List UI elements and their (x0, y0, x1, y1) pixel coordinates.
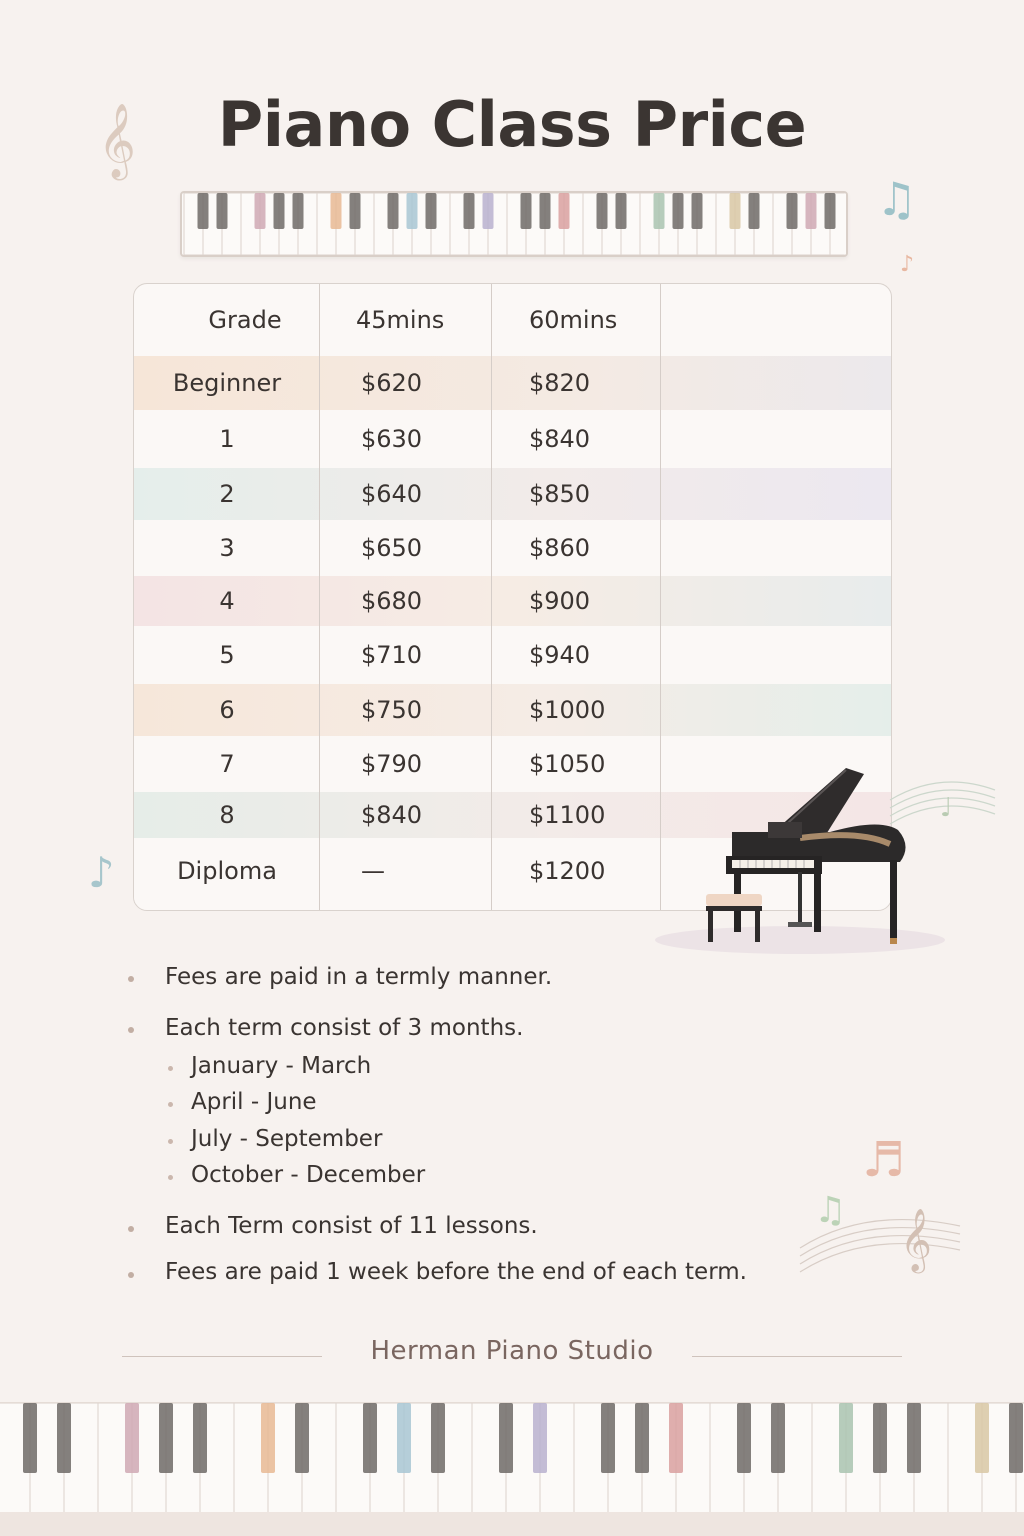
note-lessons: Each Term consist of 11 lessons. (165, 1213, 538, 1239)
price-60-cell: $1100 (529, 801, 606, 829)
black-key (692, 193, 703, 229)
black-key (787, 193, 798, 229)
black-key (673, 193, 684, 229)
price-45-cell: $750 (361, 696, 423, 724)
black-key (540, 193, 551, 229)
black-key (125, 1403, 139, 1473)
black-key (397, 1403, 411, 1473)
header-grade: Grade (208, 306, 282, 334)
black-key (730, 193, 741, 229)
keyboard-top-decoration (180, 191, 848, 257)
bullet-dot (128, 1272, 134, 1278)
black-key (975, 1403, 989, 1473)
black-key (193, 1403, 207, 1473)
black-key (635, 1403, 649, 1473)
sub-bullet-dot (168, 1102, 173, 1107)
keyboard-bottom-keys (0, 1403, 1024, 1513)
grade-cell: 7 (219, 750, 235, 778)
black-key (198, 193, 209, 229)
grade-cell: 3 (219, 534, 235, 562)
grade-cell: 2 (219, 480, 235, 508)
black-key (431, 1403, 445, 1473)
price-45-cell: $620 (361, 369, 423, 397)
black-key (407, 193, 418, 229)
beamed-note-icon: ♫ (876, 172, 918, 226)
black-key (559, 193, 570, 229)
price-60-cell: $820 (529, 369, 591, 397)
beamed-note-icon: ♬ (862, 1132, 906, 1188)
black-key (464, 193, 475, 229)
black-key (295, 1403, 309, 1473)
eighth-note-icon: ♪ (900, 252, 915, 277)
black-key (533, 1403, 547, 1473)
black-key (825, 193, 836, 229)
page-title: Piano Class Price (217, 88, 807, 161)
black-key (737, 1403, 751, 1473)
beamed-note-icon: ♫ (814, 1190, 847, 1231)
black-key (388, 193, 399, 229)
column-divider (491, 284, 492, 910)
price-60-cell: $1050 (529, 750, 606, 778)
sub-bullet-dot (168, 1066, 173, 1071)
note-payment-deadline: Fees are paid 1 week before the end of each term. (165, 1259, 747, 1285)
table-row (134, 626, 891, 684)
black-key (873, 1403, 887, 1473)
note-term-months: Each term consist of 3 months. (165, 1015, 524, 1041)
note-fees-termly: Fees are paid in a termly manner. (165, 964, 553, 990)
grade-cell: 6 (219, 696, 235, 724)
bullet-dot (128, 1027, 134, 1033)
term-item: April - June (191, 1089, 317, 1115)
price-60-cell: $900 (529, 587, 591, 615)
table-row (134, 520, 891, 576)
table-row (134, 410, 891, 468)
black-key (483, 193, 494, 229)
black-key (217, 193, 228, 229)
black-key (601, 1403, 615, 1473)
header-60mins: 60mins (529, 306, 618, 334)
black-key (23, 1403, 37, 1473)
price-45-cell: $640 (361, 480, 423, 508)
treble-clef-icon: 𝄞 (98, 104, 136, 178)
studio-name: Herman Piano Studio (370, 1336, 654, 1366)
black-key (159, 1403, 173, 1473)
black-key (255, 193, 266, 229)
price-60-cell: $860 (529, 534, 591, 562)
price-45-cell: $790 (361, 750, 423, 778)
keyboard-base (0, 1512, 1024, 1536)
black-key (616, 193, 627, 229)
black-key (331, 193, 342, 229)
svg-text:♩: ♩ (940, 793, 953, 823)
bullet-dot (128, 976, 134, 982)
black-key (363, 1403, 377, 1473)
grade-cell: Beginner (172, 369, 282, 397)
black-key (521, 193, 532, 229)
price-45-cell: $710 (361, 641, 423, 669)
black-key (907, 1403, 921, 1473)
black-key (771, 1403, 785, 1473)
grade-cell: 8 (219, 801, 235, 829)
keyboard-bottom-decoration (0, 1402, 1024, 1513)
grade-cell: 1 (219, 425, 235, 453)
term-item: July - September (191, 1126, 383, 1152)
black-key (669, 1403, 683, 1473)
bullet-dot (128, 1226, 134, 1232)
column-divider (319, 284, 320, 910)
price-45-cell: $630 (361, 425, 423, 453)
black-key (350, 193, 361, 229)
price-45-cell: $680 (361, 587, 423, 615)
header-45mins: 45mins (356, 306, 445, 334)
black-key (839, 1403, 853, 1473)
black-key (274, 193, 285, 229)
table-header-row (134, 284, 891, 356)
grade-cell: 5 (219, 641, 235, 669)
black-key (57, 1403, 71, 1473)
price-45-cell: $840 (361, 801, 423, 829)
term-item: October - December (191, 1162, 426, 1188)
table-row (134, 576, 891, 626)
black-key (749, 193, 760, 229)
grade-cell: 4 (219, 587, 235, 615)
black-key (654, 193, 665, 229)
black-key (597, 193, 608, 229)
price-60-cell: $940 (529, 641, 591, 669)
table-row (134, 356, 891, 410)
sub-bullet-dot (168, 1175, 173, 1180)
price-45-cell: — (361, 857, 385, 885)
black-key (1009, 1403, 1023, 1473)
grand-piano-icon (650, 760, 1010, 960)
price-60-cell: $1200 (529, 857, 606, 885)
black-key (499, 1403, 513, 1473)
music-staff-icon (796, 1186, 966, 1286)
table-row (134, 468, 891, 520)
price-60-cell: $840 (529, 425, 591, 453)
black-key (426, 193, 437, 229)
grade-cell: Diploma (177, 857, 277, 885)
black-key (293, 193, 304, 229)
black-key (261, 1403, 275, 1473)
term-item: January - March (191, 1053, 372, 1079)
price-60-cell: $1000 (529, 696, 606, 724)
eighth-note-icon: ♪ (88, 848, 115, 897)
sub-bullet-dot (168, 1139, 173, 1144)
black-key (806, 193, 817, 229)
keyboard-top-keys (182, 193, 846, 255)
treble-clef-icon: 𝄞 (900, 1208, 932, 1271)
price-60-cell: $850 (529, 480, 591, 508)
price-45-cell: $650 (361, 534, 423, 562)
table-row (134, 684, 891, 736)
